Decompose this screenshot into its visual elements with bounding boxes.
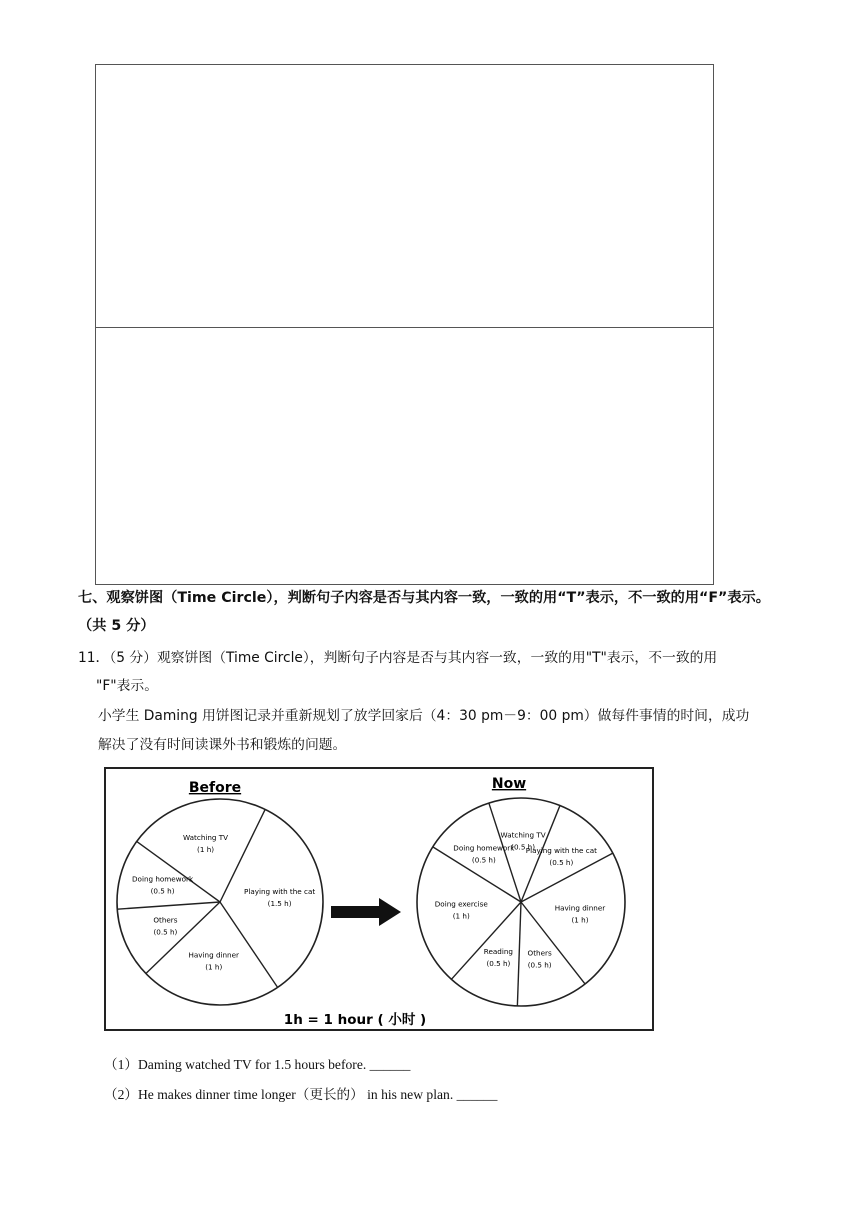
sub-question-2: （2）He makes dinner time longer（更长的） in his new plan. ______ — [104, 1087, 498, 1102]
now-pie — [417, 798, 625, 1006]
pie-slice-value: (1 h) — [205, 962, 223, 972]
story-row-1 — [96, 65, 713, 328]
pie-slice-label: Doing homework — [132, 874, 194, 884]
pie-slice-value: (0.5 h) — [150, 886, 175, 896]
pie-slice-value: (0.5 h) — [527, 960, 552, 970]
pie-slice-label: Playing with the cat — [525, 846, 597, 856]
pie-slice-value: (1 h) — [571, 915, 589, 925]
pie-slice-label: Having dinner — [554, 903, 606, 913]
pie-slice-value: (0.5 h) — [511, 842, 536, 852]
pie-slice-label: Watching TV — [183, 833, 229, 843]
pie-slice-value: (1.5 h) — [267, 898, 292, 908]
story-row-2 — [96, 327, 713, 584]
pie-slice-label: Reading — [483, 946, 513, 956]
pie-slice-value: (0.5 h) — [471, 855, 496, 865]
pie-slice-value: (1 h) — [197, 845, 215, 855]
intro-line-2: 解决了没有时间读课外书和锻炼的问题。 — [98, 737, 347, 753]
before-title: Before — [188, 780, 242, 796]
pie-slice-label: Having dinner — [188, 950, 240, 960]
pie-slice-value: (0.5 h) — [549, 858, 574, 868]
pie-slice-value: (1 h) — [452, 911, 470, 921]
pie-slice-label: Doing homework — [453, 843, 515, 853]
question-intro — [98, 702, 788, 760]
intro-line-1: 小学生 Daming 用饼图记录并重新规划了放学回家后（4：30 pm－9：00 pm）做每件事情的时间，成功 — [98, 708, 750, 724]
question-text-line-1: 11．（5 分）观察饼图（Time Circle），判断句子内容是否与其内容一致，一致的用"T"表示，不一致的用 — [78, 650, 718, 666]
time-circle-chart — [103, 762, 655, 1036]
section-heading: 七、观察饼图（Time Circle），判断句子内容是否与其内容一致，一致的用“T”表示，不一致的用“F”表示。（共 5 分） — [78, 590, 770, 634]
sub-question-1: （1）Daming watched TV for 1.5 hours before. ______ — [104, 1057, 411, 1072]
pie-slice-label: Others — [527, 948, 552, 958]
pie-slice-value: (0.5 h) — [486, 958, 511, 968]
pie-slice-label: Others — [153, 915, 178, 925]
pie-slice-label: Doing exercise — [434, 899, 488, 909]
now-title: Now — [491, 776, 527, 792]
pie-slice-label: Watching TV — [500, 830, 546, 840]
chart-note: 1h = 1 hour ( 小时 ) — [283, 1012, 427, 1028]
question-11 — [78, 644, 788, 700]
pie-slice-label: Playing with the cat — [244, 886, 316, 896]
before-pie — [117, 799, 323, 1005]
question-text-line-2: "F"表示。 — [96, 678, 159, 694]
story-table — [95, 64, 714, 585]
pie-slice-value: (0.5 h) — [153, 927, 178, 937]
